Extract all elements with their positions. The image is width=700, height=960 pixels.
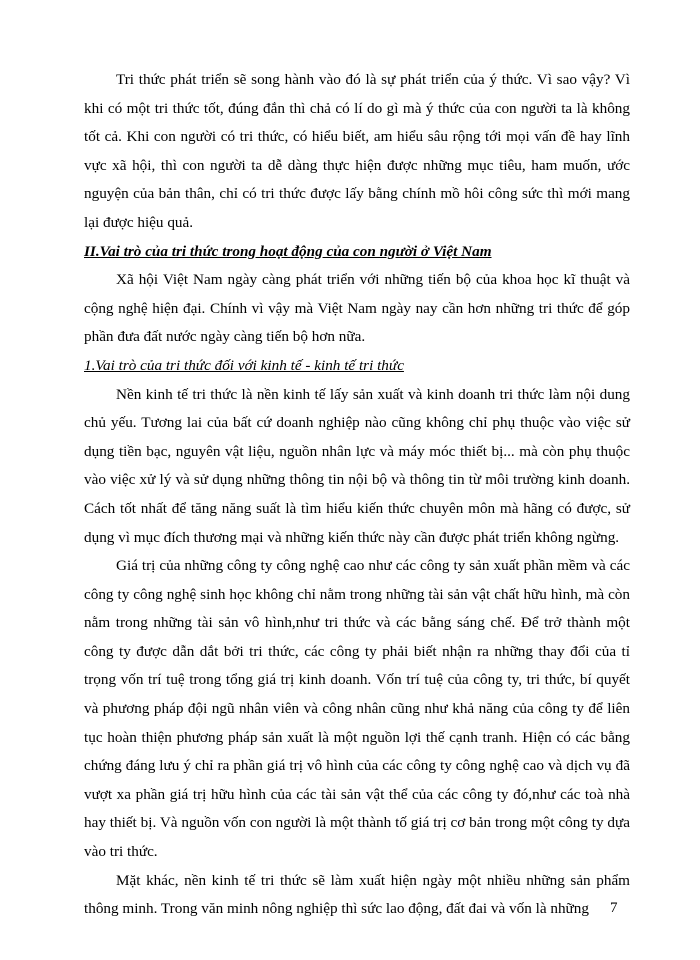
- paragraph-high-tech-companies: Giá trị của những công ty công nghệ cao như các công ty sản xuất phần mềm và các công ty công nghệ sinh học không chỉ nằm trong những tài sản vật chất hữu hình, mà còn nằm trong những tài sản vô hình,như tri thức và các bằng sáng chế. Để trở thành một công ty được dẫn dắt bởi tri thức, các công ty phải biết nhận ra những thay đổi của tỉ trọng vốn trí tuệ trong tổng giá trị kinh doanh. Vốn trí tuệ của công ty, tri thức, bí quyết và phương pháp đội ngũ nhân viên và công nhân cũng như khả năng của công ty để liên tục hoàn thiện phương pháp sản xuất là một nguồn lợi thế cạnh tranh. Hiện có các bằng chứng đáng lưu ý chỉ ra phần giá trị vô hình của các công ty công nghệ cao và dịch vụ đã vượt xa phần giá trị hữu hình của các tài sản vật thể của các công ty đó,như các toà nhà hay thiết bị. Và nguồn vốn con người là một thành tố giá trị cơ bản trong một công ty dựa vào tri thức.: [84, 557, 630, 861]
- paragraph-smart-products: Mặt khác, nền kinh tế tri thức sẽ làm xuất hiện ngày một nhiều những sản phẩm thông minh. Trong văn minh nông nghiệp thì sức lao động, đất đai và vốn là những: [84, 871, 630, 918]
- subsection-heading-knowledge-economy: 1.Vai trò của tri thức đối với kinh tế - kinh tế tri thức: [84, 356, 404, 374]
- section-heading-role-of-knowledge: II.Vai trò của tri thức trong hoạt động của con người ở Việt Nam: [84, 242, 492, 260]
- document-page: [84, 66, 630, 924]
- paragraph-knowledge-economy: Nền kinh tế tri thức là nền kinh tế lấy sản xuất và kinh doanh tri thức làm nội dung chủ yếu. Tương lai của bất cứ doanh nghiệp nào cũng không chỉ phụ thuộc vào việc sử dụng tiền bạc, nguyên vật liệu, nguồn nhân lực và máy móc thiết bị... mà còn phụ thuộc vào việc xử lý và sử dụng những thông tin nội bộ và thông tin từ môi trường kinh doanh. Cách tốt nhất để tăng năng suất là tìm hiểu kiến thức chuyên môn mà hãng có được, sử dụng vì mục đích thương mại và những kiến thức này cần được phát triển không ngừng.: [84, 385, 630, 546]
- page-number: 7: [610, 900, 618, 916]
- paragraph-vietnam-society: Xã hội Việt Nam ngày càng phát triển với những tiến bộ của khoa học kĩ thuật và cộng nghệ hiện đại. Chính vì vậy mà Việt Nam ngày nay cần hơn những tri thức để góp phần đưa đất nước ngày càng tiến bộ hơn nữa.: [84, 271, 630, 346]
- paragraph-knowledge-consciousness: Tri thức phát triển sẽ song hành vào đó là sự phát triển của ý thức. Vì sao vậy? Vì khi có một tri thức tốt, đúng đắn thì chả có lí do gì mà ý thức của con người ta là không tốt cả. Khi con người có tri thức, có hiểu biết, am hiểu sâu rộng tới mọi vấn đề hay lĩnh vực xã hội, thì con người ta dễ dàng thực hiện được những mục tiêu, ham muốn, ước nguyện của bản thân, chỉ có tri thức được lấy bằng chính mồ hôi công sức thì mới mang lại được hiệu quả.: [84, 71, 630, 231]
